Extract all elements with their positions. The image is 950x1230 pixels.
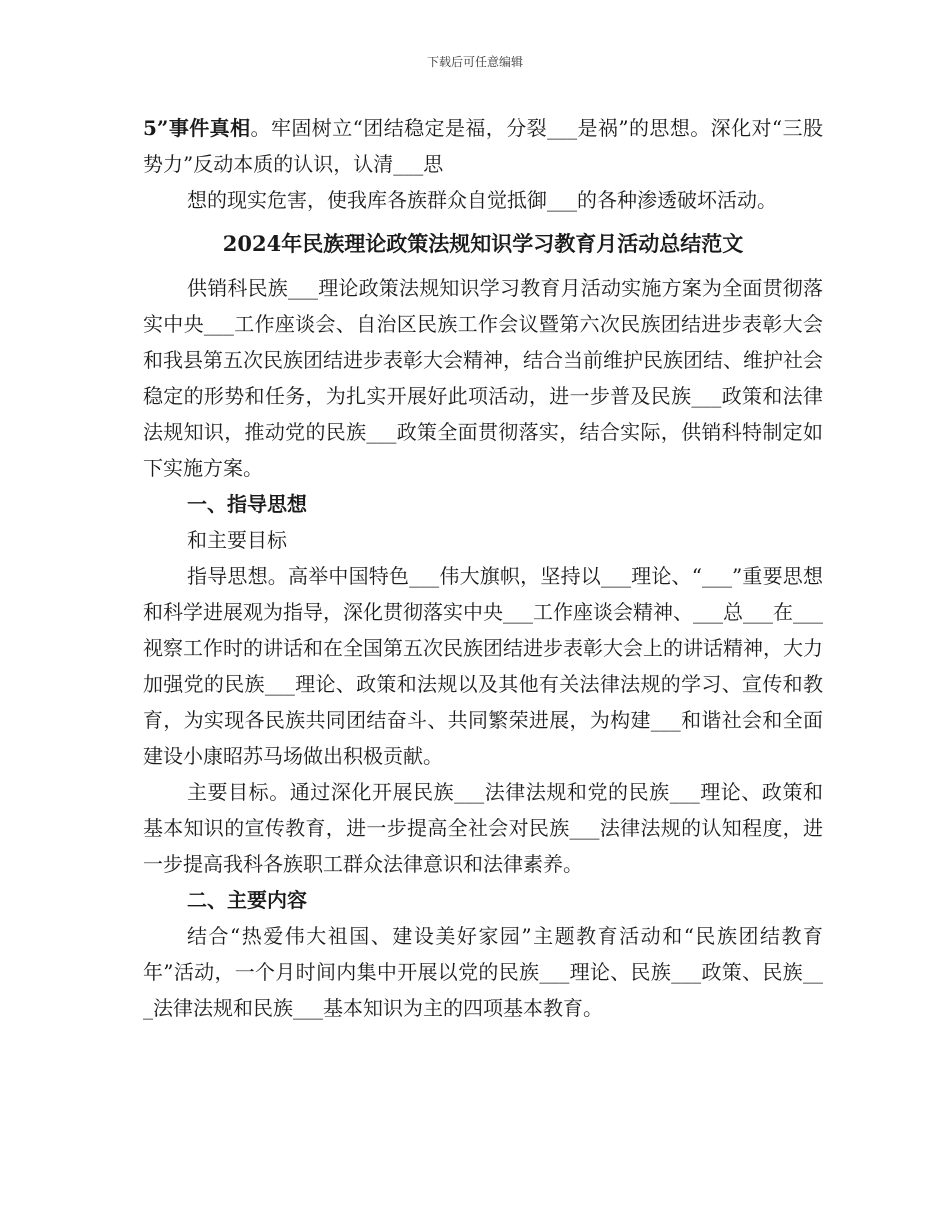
paragraph-main-goals: 主要目标。通过深化开展民族___法律法规和党的民族___理论、政策和基本知识的宣传教育，进一步提高全社会对民族___法律法规的认知程度，进一步提高我科各族职工群众法律意识和法律素养。: [143, 780, 823, 876]
document-title: 2024年民族理论政策法规知识学习教育月活动总结范文: [222, 231, 744, 256]
section-subheading-goals: 和主要目标: [187, 528, 287, 552]
document-body: [143, 110, 823, 1026]
section-heading-guiding-ideology: 一、指导思想: [187, 492, 307, 516]
intro-paragraph: [143, 110, 823, 182]
paragraph-guiding-ideology: 指导思想。高举中国特色___伟大旗帜，坚持以___理论、“___”重要思想和科学进展观为指导，深化贯彻落实中央___工作座谈会精神、___总___在___视察工作时的讲话和在全国第五次民族团结进步表彰大会上的讲话精神，大力加强党的民族___理论、政策和法规以及其他有关法律法规的学习、宣传和教育，为实现各民族共同团结奋斗、共同繁荣进展，为构建___和谐社会和全面建设小康昭苏马场做出积极贡献。: [143, 564, 823, 768]
intro-text: 。牢固树立“团结稳定是福，分裂___是祸”的思想。深化对“三股势力”反动本质的认识，认清___思: [143, 116, 823, 176]
paragraph-main-content: 结合“热爱伟大祖国、建设美好家园”主题教育活动和“民族团结教育年”活动，一个月时间内集中开展以党的民族___理论、民族___政策、民族___法律法规和民族___基本知识为主的四项基本教育。: [143, 924, 823, 1020]
intro-bold-text: 5”事件真相: [143, 116, 251, 140]
section-heading-main-content: 二、主要内容: [187, 888, 307, 912]
intro-continuation: 想的现实危害，使我库各族群众自觉抵御___的各种渗透破坏活动。: [187, 188, 777, 212]
paragraph-plan: 供销科民族___理论政策法规知识学习教育月活动实施方案为全面贯彻落实中央___工作座谈会、自治区民族工作会议暨第六次民族团结进步表彰大会和我县第五次民族团结进步表彰大会精神，结合当前维护民族团结、维护社会稳定的形势和任务，为扎实开展好此项活动，进一步普及民族___政策和法律法规知识，推动党的民族___政策全面贯彻落实，结合实际，供销科特制定如下实施方案。: [143, 276, 823, 480]
header-note: 下载后可任意编辑: [426, 55, 523, 69]
